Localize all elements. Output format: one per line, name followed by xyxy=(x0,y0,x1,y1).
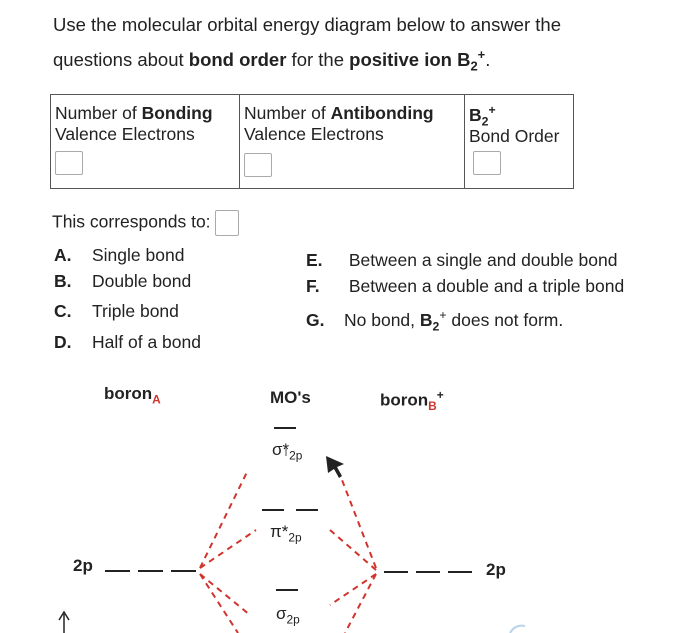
option-letter: F. xyxy=(306,276,320,296)
col3-subscript: 2 xyxy=(481,114,489,129)
option-d xyxy=(54,331,201,353)
faint-shape-icon xyxy=(510,626,525,633)
option-c xyxy=(54,300,179,322)
option-subscript: 2 xyxy=(432,319,440,334)
right-2p-label: 2p xyxy=(486,560,506,579)
option-letter: D. xyxy=(54,332,72,352)
corresponds-input[interactable] xyxy=(215,210,239,236)
col3-superscript: + xyxy=(488,103,496,117)
boron-b-superscript: + xyxy=(436,388,444,402)
prompt-line-1: Use the molecular orbital energy diagram below to answer the xyxy=(53,14,561,35)
bond-order-input[interactable] xyxy=(473,151,501,175)
bonding-electrons-input[interactable] xyxy=(55,151,83,175)
sigma-subscript: 2p xyxy=(286,612,300,627)
col2-header-line2: Valence Electrons xyxy=(244,124,384,144)
col1-header-pre: Number of xyxy=(55,103,142,123)
ion-subscript: 2 xyxy=(470,58,478,74)
pi-star-subscript: 2p xyxy=(288,530,302,545)
col1-header-bold: Bonding xyxy=(141,103,213,123)
prompt-line-2 xyxy=(53,40,673,82)
boron-a-text: boron xyxy=(104,384,153,403)
sigma-star-subscript: 2p xyxy=(289,448,303,463)
option-letter: B. xyxy=(54,271,72,291)
connector xyxy=(330,530,376,570)
sigma-star-symbol: σ* xyxy=(272,440,290,459)
option-letter: G. xyxy=(306,309,325,330)
col1-header-line2: Valence Electrons xyxy=(55,124,195,144)
corresponds-row xyxy=(52,210,239,236)
prompt-bold-ion xyxy=(349,47,486,74)
boron-b-subscript: B xyxy=(428,399,437,414)
connector xyxy=(330,574,376,605)
left-2p-label: 2p xyxy=(73,556,93,575)
antibonding-electrons-input[interactable] xyxy=(244,153,272,177)
option-text: Between a double and a triple bond xyxy=(348,276,625,296)
bond-order-cell xyxy=(465,95,574,189)
right-connectors xyxy=(330,480,376,633)
option-g xyxy=(306,304,563,337)
antibonding-electrons-cell xyxy=(240,95,465,189)
option-text: No bond, xyxy=(344,309,420,330)
mos-label: MO's xyxy=(270,388,311,407)
option-letter: C. xyxy=(54,301,72,321)
col2-header-pre: Number of xyxy=(244,103,331,123)
left-connectors xyxy=(200,470,256,633)
option-text: Triple bond xyxy=(92,301,179,321)
col3-header: B xyxy=(469,104,482,125)
mo-diagram xyxy=(0,400,700,633)
connector xyxy=(200,530,256,568)
col2-header-bold: Antibonding xyxy=(330,103,434,123)
prompt-bold-bond-order: bond order xyxy=(188,49,287,71)
energy-arrow-icon xyxy=(59,612,69,633)
option-e xyxy=(306,249,617,271)
corresponds-label: This corresponds to: xyxy=(52,211,211,232)
cursor-icon xyxy=(326,456,344,478)
connector xyxy=(200,470,248,568)
option-text: Double bond xyxy=(92,271,192,291)
option-superscript: + xyxy=(439,308,447,322)
option-a xyxy=(54,244,184,266)
option-text: Half of a bond xyxy=(92,332,201,352)
option-b xyxy=(54,270,191,292)
connector xyxy=(200,574,250,615)
ion-superscript: + xyxy=(477,47,486,62)
option-f xyxy=(306,275,624,297)
connector xyxy=(345,574,376,633)
prompt-text-mid: for the xyxy=(286,49,350,71)
pi-star-symbol: π* xyxy=(270,522,289,541)
option-bold-ion: B xyxy=(419,309,433,330)
option-letter: A. xyxy=(54,245,72,265)
option-text: Between a single and double bond xyxy=(348,250,618,270)
question-prompt xyxy=(53,10,673,82)
option-letter: E. xyxy=(306,250,323,270)
bond-order-table xyxy=(50,94,574,189)
prompt-text: questions about xyxy=(53,49,189,71)
bonding-electrons-cell xyxy=(51,95,240,189)
option-text-post: does not form. xyxy=(446,309,564,330)
connector xyxy=(200,574,238,633)
option-text: Single bond xyxy=(92,245,185,265)
ion-label: positive ion B xyxy=(349,49,471,71)
boron-b-text: boron xyxy=(380,390,429,410)
sigma-symbol: σ xyxy=(276,604,287,623)
prompt-period: . xyxy=(485,49,491,71)
col3-header-line2: Bond Order xyxy=(469,126,560,147)
boron-a-subscript: A xyxy=(152,392,161,407)
